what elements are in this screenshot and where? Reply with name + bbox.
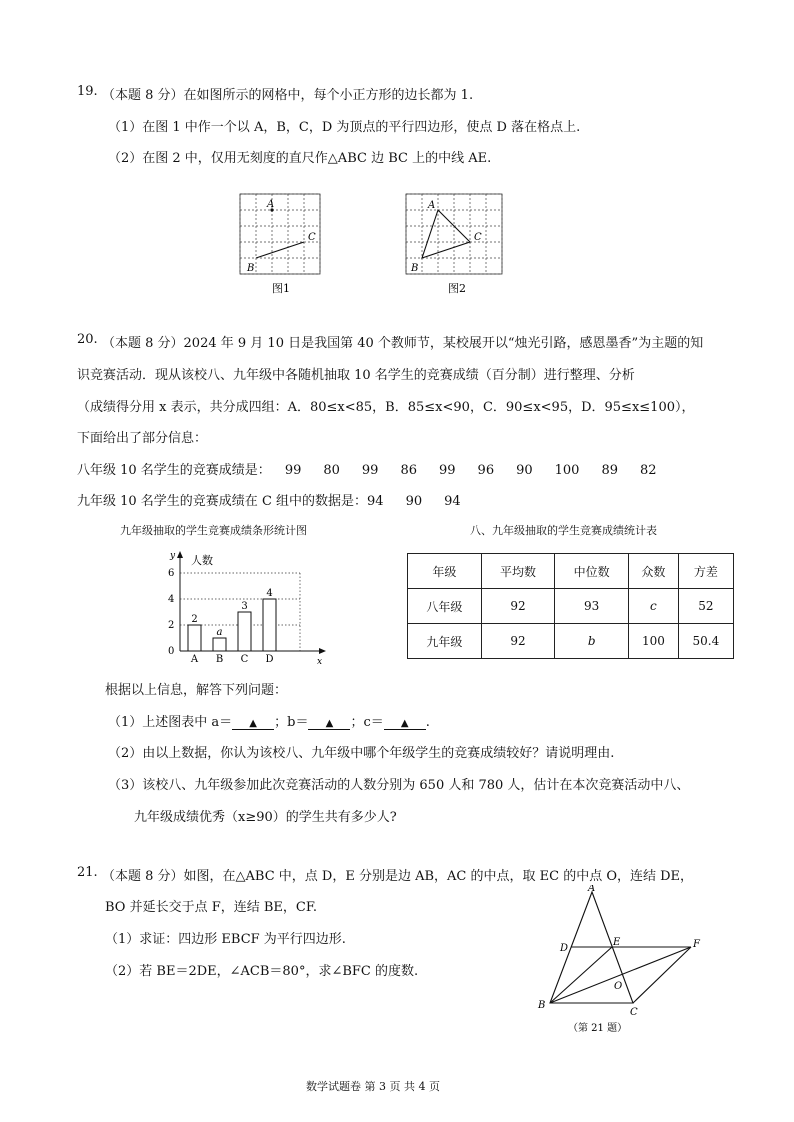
y-axis-arrow [177, 551, 183, 558]
table-cell: 八年级 [408, 589, 482, 624]
bar-D [263, 599, 276, 651]
chart-title: 九年级抽取的学生竞赛成绩条形统计图 [120, 524, 307, 537]
grade9-score: 94 [444, 494, 461, 509]
table-cell: 50.4 [678, 624, 733, 659]
q21-part1: （1）求证：四边形 EBCF 为平行四边形. [105, 932, 346, 947]
triangle-abc [422, 210, 470, 258]
table-header-row [408, 554, 734, 589]
q21-figure-caption: （第 21 题） [568, 1023, 628, 1034]
grade8-score: 80 [323, 463, 340, 478]
fig21-label-c: C [630, 1007, 638, 1018]
fig1-label-b: B [247, 263, 255, 274]
q19-figure-2 [398, 190, 508, 300]
q20-stem-line2: 识竞赛活动．现从该校八、九年级中各随机抽取 10 名学生的竞赛成绩（百分制）进行整理、分析 [77, 368, 635, 383]
fig1-label-a: A [267, 199, 275, 210]
grade8-score: 82 [640, 463, 657, 478]
q20-stem-line1: （本题 8 分）2024 年 9 月 10 日是我国第 40 个教师节，某校展开以“烛光引路，感恩墨香”为主题的知 [102, 336, 704, 351]
fig2-label-c: C [474, 232, 482, 243]
bar-A [188, 625, 201, 651]
fig21-label-b: B [538, 1000, 546, 1011]
grade8-score: 100 [554, 463, 580, 478]
bar-data-label: 3 [241, 601, 248, 612]
table-cell: 92 [481, 624, 555, 659]
table-cell: 52 [678, 589, 733, 624]
segment-cf [633, 947, 691, 1003]
fig1-label-c: C [308, 232, 316, 243]
grade8-score: 89 [601, 463, 619, 478]
y-axis-letter: y [170, 551, 176, 561]
q19-number: 19. [77, 84, 98, 99]
q21-figure [530, 885, 715, 1035]
q20-part3-line2: 九年级成绩优秀（x≥90）的学生共有多少人? [134, 810, 397, 825]
table-cell: 92 [481, 589, 555, 624]
q20-part1-a-text: （1）上述图表中 a＝ [108, 715, 233, 730]
segment-bc [256, 242, 304, 258]
x-tick-label: C [240, 654, 249, 665]
bar-B [213, 638, 226, 651]
table-cell: 九年级 [408, 624, 482, 659]
fig21-label-d: D [560, 943, 569, 954]
bar-data-label: 2 [191, 614, 198, 625]
x-tick-label: A [190, 654, 199, 665]
q19-stem: （本题 8 分）在如图所示的网格中，每个小正方形的边长都为 1. [102, 88, 474, 103]
fig2-caption: 图2 [448, 282, 466, 295]
bar-C [238, 612, 251, 651]
table-cell: 100 [629, 624, 679, 659]
grade8-score: 90 [516, 463, 533, 478]
q20-part1-c-text: ；c＝ [350, 715, 384, 730]
fig21-label-o: O [614, 981, 623, 992]
q20-intro: 根据以上信息，解答下列问题： [105, 683, 288, 698]
q21-part2: （2）若 BE＝2DE，∠ACB＝80°，求∠BFC 的度数. [105, 964, 419, 979]
q21-stem-line1: （本题 8 分）如图，在△ABC 中，点 D，E 分别是边 AB，AC 的中点，取 EC 的中点 O，连结 DE， [102, 869, 694, 884]
page-footer: 数学试题卷 第 3 页 共 4 页 [306, 1080, 440, 1093]
grade9-c-scores-line [77, 490, 461, 509]
q19-figure-1 [232, 190, 332, 300]
q19-part2: （2）在图 2 中，仅用无刻度的直尺作△ABC 边 BC 上的中线 AE. [108, 151, 492, 166]
fig21-label-a: A [588, 885, 596, 894]
table-cell: 93 [555, 589, 629, 624]
y-tick-label: 4 [168, 594, 175, 605]
fig2-label-a: A [428, 200, 436, 211]
q20-stem-line3: （成绩得分用 x 表示，共分成四组：A．80≤x<85，B．85≤x<90，C．90≤x<95，D．95≤x≤100）， [77, 400, 695, 415]
segment-bf [550, 947, 691, 1003]
q20-number: 20. [77, 332, 98, 347]
bar-chart [160, 548, 335, 668]
grade9-label: 九年级 10 名学生的竞赛成绩在 C 组中的数据是： [77, 494, 368, 509]
x-tick-label: B [215, 654, 224, 665]
answer-blank-b[interactable]: ▲ [308, 718, 350, 730]
grade8-score: 96 [477, 463, 495, 478]
bar-data-label: 4 [266, 588, 273, 599]
fig1-caption: 图1 [272, 282, 290, 295]
stats-table [407, 553, 734, 659]
grade8-score: 99 [439, 463, 456, 478]
x-axis-arrow [319, 648, 326, 654]
y-tick-label: 6 [168, 568, 175, 579]
segment-be [550, 947, 612, 1003]
table-header-cell: 众数 [629, 554, 679, 589]
q20-stem-line4: 下面给出了部分信息： [77, 431, 208, 446]
y-tick-label: 2 [168, 620, 175, 631]
x-tick-label: D [265, 654, 274, 665]
q19-part1: （1）在图 1 中作一个以 A，B，C，D 为顶点的平行四边形，使点 D 落在格点上. [108, 120, 581, 135]
fig2-label-b: B [411, 263, 419, 274]
table-header-cell: 年级 [408, 554, 482, 589]
x-axis-label: x [317, 657, 323, 667]
answer-blank-a[interactable]: ▲ [232, 718, 274, 730]
y-tick-label: 0 [168, 646, 175, 657]
q20-part2: （2）由以上数据，你认为该校八、九年级中哪个年级学生的竞赛成绩较好？请说明理由. [108, 746, 615, 761]
grade8-score: 99 [361, 463, 379, 478]
table-header-cell: 平均数 [481, 554, 555, 589]
table-header-cell: 中位数 [555, 554, 629, 589]
q20-part1 [108, 711, 430, 730]
table-title: 八、九年级抽取的学生竞赛成绩统计表 [470, 524, 657, 537]
fig21-label-e: E [613, 937, 621, 948]
q21-number: 21. [77, 865, 98, 880]
grade8-label: 八年级 10 名学生的竞赛成绩是： [77, 463, 271, 478]
grade8-scores-line [77, 459, 657, 478]
table-row [408, 589, 734, 624]
grade8-score: 86 [400, 463, 417, 478]
grade9-score: 90 [405, 494, 423, 509]
table-row [408, 624, 734, 659]
fig21-label-f: F [693, 939, 700, 950]
grade9-score: 94 [367, 494, 384, 509]
table-cell: b [555, 624, 629, 659]
q20-part1-b-text: ；b＝ [274, 715, 309, 730]
answer-blank-c[interactable]: ▲ [384, 718, 426, 730]
q20-part3-line1: （3）该校八、九年级参加此次竞赛活动的人数分别为 650 人和 780 人，估计在本次竞赛活动中八、 [108, 778, 690, 793]
q20-part1-end: . [425, 715, 430, 730]
q21-stem-line2: BO 并延长交于点 F，连结 BE，CF. [105, 900, 317, 915]
grade8-score: 99 [284, 463, 302, 478]
table-header-cell: 方差 [678, 554, 733, 589]
bar-data-label: a [216, 627, 223, 638]
table-cell: c [629, 589, 679, 624]
y-axis-label: 人数 [191, 554, 213, 567]
